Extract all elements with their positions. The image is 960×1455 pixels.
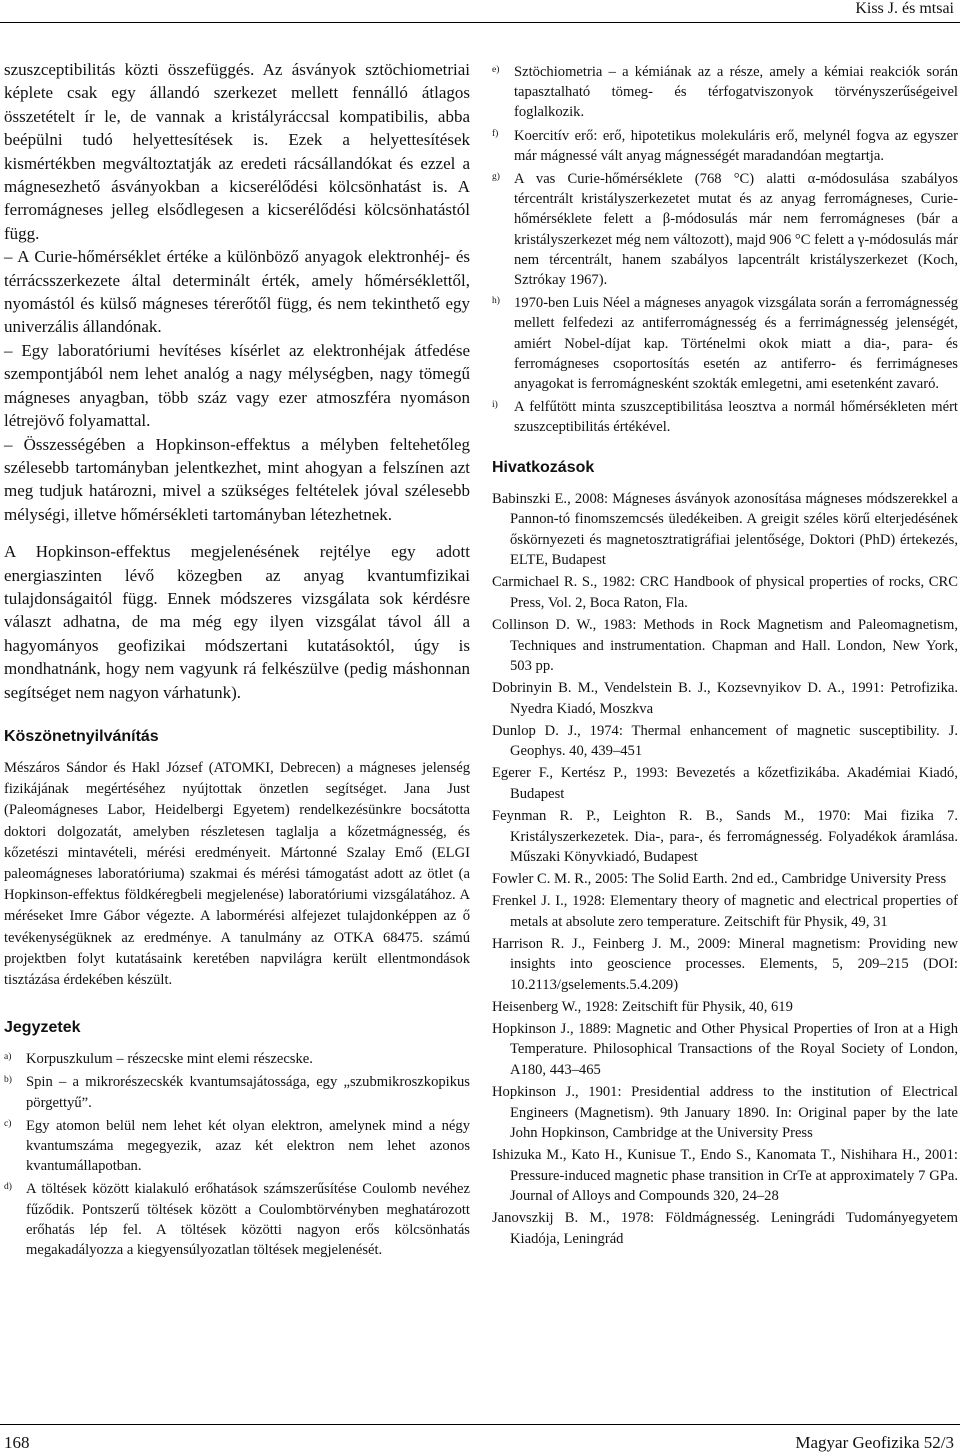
body-paragraph: szuszceptibilitás közti összefüggés. Az ásványok sztöchiometriai képlete csak egy állandó szerkezet mellett fennálló átlagos összetételt ír le, de vannak a kristályráccsal kompatibilis, abba beépülni tudó helyettesítések is. Ezek a helyettesítések kismértékben megváltoztatják az eredeti rácsállandókat és ezzel a mágnesezhető ásványokban a kicserélődési kölcsönhatást is. A ferromágneses jelleg elsődlegesen a kicserélődési kölcsönhatástól függ. — [4, 60, 470, 243]
journal-name: Magyar Geofizika 52/3 — [795, 1433, 954, 1452]
footnote-item — [4, 1179, 470, 1260]
reference-item: Dobrinyin B. M., Vendelstein B. J., Kozsevnyikov D. A., 1991: Petrofizika. Nyedra Kiadó, Moszkva — [492, 680, 958, 717]
footnote-item — [4, 1049, 470, 1069]
footnote-text: Koercitív erő: erő, hipotetikus molekuláris erő, melynél fogva az egyszer már mágnessé vált anyag mágnességét maradandóan megtartja. — [514, 127, 958, 164]
footnote-marker: h) — [492, 296, 500, 307]
bullet-paragraph: – Egy laboratóriumi hevítéses kísérlet az elektronhéjak átfedése szempontjából nem lehet analóg a nagy mélységben, nagy tömegű mágneses anyagban, több száz vagy ezer atmoszféra nyomáson létrejövő folyamattal. — [4, 340, 470, 431]
reference-item: Frenkel J. I., 1928: Elementary theory of magnetic and electrical properties of metals at absolute zero temperature. Zeitschift für Physik, 49, 31 — [492, 893, 958, 930]
reference-item: Hopkinson J., 1901: Presidential address to the institution of Electrical Engineers (Magnetism). 9th January 1890. In: Original paper by the late John Hopkinson, Cambridge at the University Press — [492, 1083, 958, 1142]
reference-item: Egerer F., Kertész P., 1993: Bevezetés a kőzetfizikába. Akadémiai Kiadó, Budapest — [492, 765, 958, 802]
footnote-marker: g) — [492, 172, 500, 183]
footnote-text: A vas Curie-hőmérséklete (768 °C) alatti α-módosulása szabályos tércentrált kristályszerkezetet mutat és az anyag ferromágneses, Curie-hőmérséklete felett a β-módosulás már nem ferromágneses (bár a kristályszerkezet még nem változott), majd 906 °C felett a γ-módosulás már nem tércentrált, hanem szabályos lapcentrált kristályszerkezet (Koch, Sztrókay 1967). — [514, 171, 958, 289]
footnote-item — [492, 169, 958, 290]
left-column — [4, 58, 470, 1263]
reference-item: Babinszki E., 2008: Mágneses ásványok azonosítása mágneses módszerekkel a Pannon-tó finomszemcsés üledékeiben. A greigit széles körű elterjedésének őskörnyezeti és magnetosztratigráfiai jelentősége, Doktori (PhD) értekezés, ELTE, Budapest — [492, 490, 958, 569]
notes-heading: Jegyzetek — [4, 1019, 81, 1037]
footnote-marker: f) — [492, 128, 499, 139]
notes-list — [4, 1049, 470, 1260]
footnote-text: Korpuszkulum – részecske mint elemi részecske. — [26, 1051, 313, 1068]
references-list — [492, 489, 958, 1250]
reference-item: Dunlop D. J., 1974: Thermal enhancement of magnetic susceptibility. J. Geophys. 40, 439–451 — [492, 722, 958, 760]
reference-item: Heisenberg W., 1928: Zeitschift für Physik, 40, 619 — [492, 998, 793, 1015]
footnote-marker: c) — [4, 1118, 12, 1129]
footnote-item — [492, 62, 958, 123]
footnote-item — [4, 1116, 470, 1177]
footer-rule — [0, 1424, 960, 1425]
reference-item: Feynman R. P., Leighton R. B., Sands M., 1970: Mai fizika 7. Kristályszerkezetek. Dia-, para-, és ferromágnesség. Folyadékok áramlása. Műszaki Könyvkiadó, Budapest — [492, 807, 958, 866]
notes-list-continued — [492, 62, 958, 438]
footnote-item — [492, 126, 958, 166]
header-rule — [0, 22, 960, 23]
footnote-text: A felfűtött minta szuszceptibilitása leosztva a normál hőmérsékleten mért szuszceptibilitás értékével. — [514, 399, 958, 436]
reference-item: Collinson D. W., 1983: Methods in Rock Magnetism and Paleomagnetism, Techniques and instrumentation. Chapman and Hall. London, New York, 503 pp. — [492, 617, 958, 675]
footnote-marker: a) — [4, 1052, 12, 1063]
footnote-text: 1970-ben Luis Néel a mágneses anyagok vizsgálata során a ferromágnesség mellett felfedezi az antiferromágnesség és a ferrimágnesség jelenségét, amiért Nobel-díjat kap. Történelmi okok miatt a dia-, para- és ferromágneses csoportosítás esetén az antiferro- és ferrimágneses anyagokat is ferromágnesként szokták emlegetni, ami esetenként zavaró. — [514, 295, 958, 393]
footnote-marker: b) — [4, 1075, 12, 1086]
footnote-item — [492, 293, 958, 394]
reference-item: Harrison R. J., Feinberg J. M., 2009: Mineral magnetism: Providing new insights into geoscience processes. Elements, 5, 209–215 (DOI: 10.2113/gselements.5.4.209) — [492, 935, 958, 993]
footnote-marker: d) — [4, 1182, 12, 1193]
acknowledgements-heading: Köszönetnyilvánítás — [4, 727, 159, 745]
bullet-paragraph: – Összességében a Hopkinson-effektus a mélyben feltehetőleg szélesebb tartományban jelentkezhet, mint ahogyan a felszínen azt meg tudjuk határozni, mivel a szükséges feltételek jóval szélesebb mélységi, illetve hőmérsékleti tartományban létezhetnek. — [4, 434, 470, 524]
reference-item: Hopkinson J., 1889: Magnetic and Other Physical Properties of Iron at a High Temperature. Philosophical Transactions of the Royal Society of London, A180, 443–465 — [492, 1020, 958, 1078]
footnote-text: Spin – a mikrorészecskék kvantumsajátossága, egy „szubmikroszkopikus pörgettyű”. — [26, 1074, 470, 1111]
page-number: 168 — [4, 1433, 30, 1452]
reference-item: Janovszkij B. M., 1978: Földmágnesség. Leningrádi Tudományegyetem Kiadója, Leningrád — [492, 1210, 958, 1247]
running-header: Kiss J. és mtsai — [855, 0, 954, 17]
bullet-paragraph: – A Curie-hőmérséklet értéke a különböző anyagok elektronhéj- és térrácsszerkezete által determinált érték, amely hőmérséklettől, nyomástól és külső mágneses térerőtől függ, és nem tekinthető egy univerzális állandónak. — [4, 247, 470, 337]
acknowledgements-text: Mészáros Sándor és Hakl József (ATOMKI, Debrecen) a mágneses jelenség fizikájának megértéséhez nyújtottak önzetlen segítséget. Jana Just (Paleomágneses Labor, Heidelbergi Egyetem) rendelkezésünkre bocsátotta doktori dolgozatát, amelyben részletesen taglalja a kőzetmágnesség, és kőzetészi mintavételi, mérési eredményeit. Mártonné Szalay Emő (ELGI paleomágneses laboratóriuma) szakmai és mérési támogatást adott az ötlet (a Hopkinson-effektus földkéregbeli megjelenése) laboratóriumi vizsgálatához. A méréseket Imre Gábor végezte. A labormérési alfejezet tulajdonképpen az ő tevékenységüknek az eredménye. A tanulmány az OTKA 68475. számú projektben folyt kutatásaink keretében napvilágra került ellentmondások tisztázása érdekében készült. — [4, 759, 470, 988]
conclusion-paragraph: A Hopkinson-effektus megjelenésének rejtélye egy adott energiaszinten lévő közegben az anyag kvantumfizikai tulajdonságaitól függ. Ennek módszeres vizsgálata sok kérdésre választ adhatna, de ma még egy ilyen vizsgálat távol áll a hagyományos geofizikai módszertani kutatásoktól, úgy is mondhatnánk, hogy nem vagyunk rá felkészülve (pedig máshonnan segítséget nem nagyon várhatunk). — [4, 542, 470, 702]
footnote-marker: e) — [492, 65, 500, 75]
right-column — [492, 62, 958, 1251]
reference-item: Fowler C. M. R., 2005: The Solid Earth. 2nd ed., Cambridge University Press — [492, 871, 947, 888]
references-heading: Hivatkozások — [492, 458, 595, 476]
footnote-marker: i) — [492, 400, 498, 411]
footnote-text: Sztöchiometria – a kémiának az a része, amely a kémiai reakciók során tapasztalható tömeg- és térfogatviszonyok törvényszerűségeivel foglalkozik. — [514, 64, 958, 121]
footnote-item — [4, 1072, 470, 1112]
reference-item: Carmichael R. S., 1982: CRC Handbook of physical properties of rocks, CRC Press, Vol. 2, Boca Raton, Fla. — [492, 574, 958, 612]
footnote-item — [492, 397, 958, 437]
footnote-text: Egy atomon belül nem lehet két olyan elektron, amelynek mind a négy kvantumszáma megegyezik, azaz két elektron nem lehet azonos kvantumállapotban. — [26, 1117, 470, 1175]
reference-item: Ishizuka M., Kato H., Kunisue T., Endo S., Kanomata T., Nishihara H., 2001: Pressure-induced magnetic phase transition in CrTe at approximately 7 GPa. Journal of Alloys and Compounds 320, 24–28 — [492, 1147, 958, 1205]
footnote-text: A töltések között kialakuló erőhatások számszerűsítése Coulomb nevéhez fűződik. Pontszerű töltések között a Coulombtörvényben meghatározott erőhatás lép fel. A töltések közötti nagyon erős kölcsönhatás megakadályozza a kiegyensúlyozatlan töltések megjelenését. — [26, 1181, 470, 1259]
